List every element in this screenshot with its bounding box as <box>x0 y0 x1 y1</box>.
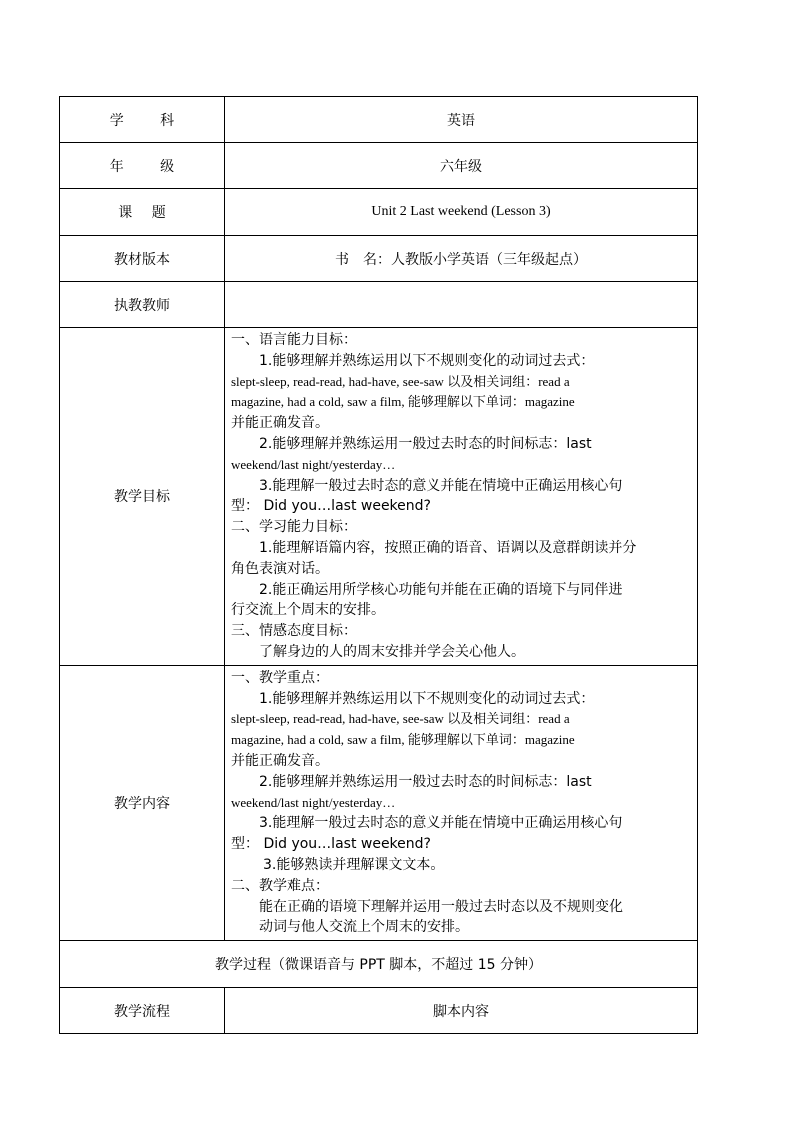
textbook-label: 教材版本 <box>60 236 225 282</box>
objectives-item-1d: 并能正确发音。 <box>231 415 329 432</box>
process-title: 教学过程（微课语音与 PPT 脚本，不超过 15 分钟） <box>60 941 698 988</box>
objectives-item-1b: slept-sleep, read-read, had-have, see-saw 以及相关词组：read a <box>231 373 570 389</box>
content-item-4: 3.能够熟读并理解课文文本。 <box>263 856 445 873</box>
topic-value: Unit 2 Last weekend (Lesson 3) <box>225 189 698 236</box>
subject-value: 英语 <box>225 97 698 143</box>
content-item-1b: slept-sleep, read-read, had-have, see-saw 以及相关词组：read a <box>231 711 570 727</box>
row-content <box>60 665 698 940</box>
content-heading-1: 一、教学重点： <box>231 669 329 686</box>
objectives-heading-3: 三、情感态度目标： <box>231 623 357 640</box>
row-subject <box>60 97 698 143</box>
lesson-plan-table <box>59 96 698 1034</box>
teacher-value <box>225 282 698 328</box>
objectives-item-3b: 型： Did you…last weekend? <box>231 498 431 515</box>
subject-label-cell <box>60 97 225 143</box>
objectives-item-m2a: 2.能正确运用所学核心功能句并能在正确的语境下与同伴进 <box>259 581 623 598</box>
objectives-item-2a: 2.能够理解并熟练运用一般过去时态的时间标志：last <box>259 435 592 452</box>
objectives-heading-1: 一、语言能力目标： <box>231 332 357 348</box>
objectives-label: 教学目标 <box>60 328 225 666</box>
row-flow <box>60 988 698 1034</box>
objectives-item-m2b: 行交流上个周末的安排。 <box>231 602 385 619</box>
grade-label-cell <box>60 143 225 189</box>
content-item-3a: 3.能理解一般过去时态的意义并能在情境中正确运用核心句 <box>259 815 623 832</box>
content-difficulty-a: 能在正确的语境下理解并运用一般过去时态以及不规则变化 <box>259 898 623 915</box>
subject-label: 学科 <box>109 112 211 129</box>
flow-value: 脚本内容 <box>225 988 698 1034</box>
row-textbook <box>60 236 698 282</box>
content-item-2b: weekend/last night/yesterday… <box>231 794 396 810</box>
objectives-item-n1: 了解身边的人的周末安排并学会关心他人。 <box>259 643 525 660</box>
topic-label: 课题 <box>118 205 186 221</box>
grade-label: 年级 <box>109 158 211 175</box>
content-heading-2: 二、教学难点： <box>231 877 329 894</box>
content-item-1a: 1.能够理解并熟练运用以下不规则变化的动词过去式： <box>259 690 595 707</box>
row-process <box>60 941 698 988</box>
content-item-2a: 2.能够理解并熟练运用一般过去时态的时间标志：last <box>259 773 592 790</box>
objectives-heading-2: 二、学习能力目标： <box>231 519 357 536</box>
row-objectives <box>60 328 698 666</box>
objectives-item-m1a: 1.能理解语篇内容，按照正确的语音、语调以及意群朗读并分 <box>259 539 637 556</box>
teacher-label: 执教教师 <box>60 282 225 328</box>
row-grade <box>60 143 698 189</box>
objectives-item-2b: weekend/last night/yesterday… <box>231 456 396 472</box>
row-topic <box>60 189 698 236</box>
objectives-item-1c: magazine, had a cold, saw a film, 能够理解以下单词：magazine <box>231 394 575 410</box>
row-teacher <box>60 282 698 328</box>
content-content <box>225 665 698 940</box>
flow-label: 教学流程 <box>60 988 225 1034</box>
content-difficulty-b: 动词与他人交流上个周末的安排。 <box>259 919 469 936</box>
content-item-1d: 并能正确发音。 <box>231 752 329 769</box>
content-label: 教学内容 <box>60 665 225 940</box>
objectives-content <box>225 328 698 666</box>
textbook-value: 书 名：人教版小学英语（三年级起点） <box>225 236 698 282</box>
grade-value: 六年级 <box>225 143 698 189</box>
objectives-item-1a: 1.能够理解并熟练运用以下不规则变化的动词过去式： <box>259 352 595 369</box>
content-item-3b: 型： Did you…last weekend? <box>231 836 431 853</box>
objectives-item-m1b: 角色表演对话。 <box>231 560 329 577</box>
topic-label-cell <box>60 189 225 236</box>
content-item-1c: magazine, had a cold, saw a film, 能够理解以下单词：magazine <box>231 732 575 748</box>
objectives-item-3a: 3.能理解一般过去时态的意义并能在情境中正确运用核心句 <box>259 477 623 494</box>
